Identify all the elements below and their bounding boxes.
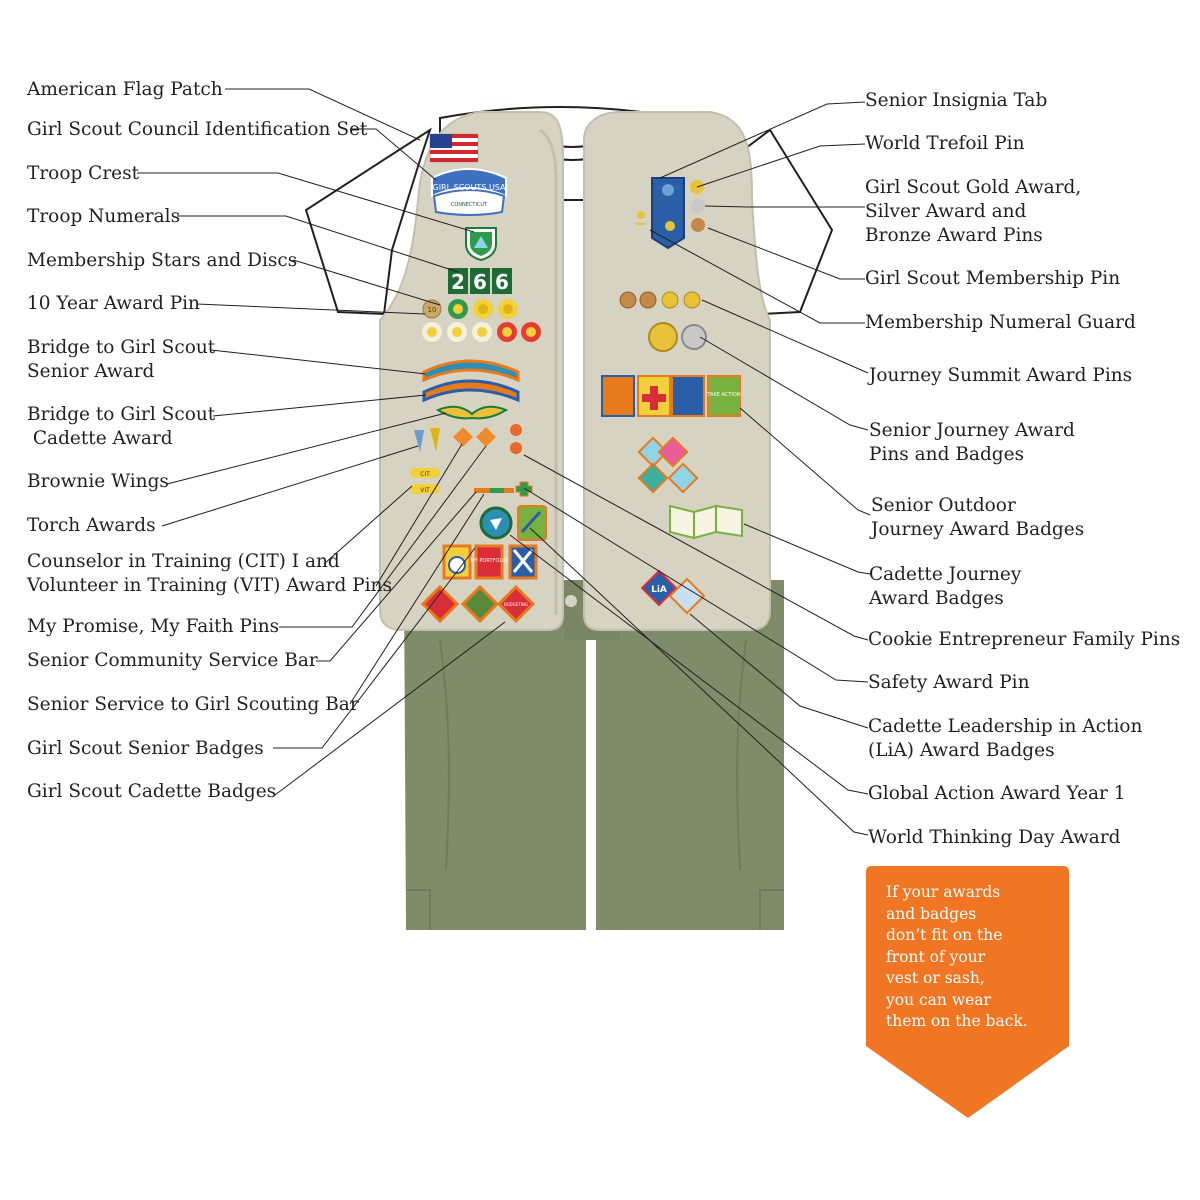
troop-digit-3: 6 (495, 270, 509, 294)
label-senior-service-bar: Senior Service to Girl Scouting Bar (27, 694, 359, 715)
troop-digit-2: 6 (473, 270, 487, 294)
label-council-identification-set: Girl Scout Council Identification Set (27, 119, 368, 140)
label-membership-pin: Girl Scout Membership Pin (865, 268, 1121, 289)
pants (404, 580, 784, 930)
label-brownie-wings: Brownie Wings (27, 471, 169, 492)
label-cookie-pins: Cookie Entrepreneur Family Pins (868, 629, 1181, 650)
council-banner-text: GIRL SCOUTS USA (432, 183, 506, 192)
label-cit-vit-pins: Counselor in Training (CIT) I and Volunteer in Training (VIT) Award Pins (27, 551, 392, 596)
label-senior-badges: Girl Scout Senior Badges (27, 738, 264, 759)
vit-pin-text: VIT (420, 487, 430, 494)
label-insignia-tab: Senior Insignia Tab (865, 90, 1048, 111)
label-gold-silver-bronze: Girl Scout Gold Award, Silver Award and Bronze Award Pins (865, 177, 1082, 246)
american-flag-patch (430, 134, 478, 162)
label-global-action: Global Action Award Year 1 (868, 783, 1126, 804)
label-journey-summit-pins: Journey Summit Award Pins (869, 365, 1133, 386)
cadette-journey-badges (670, 506, 742, 538)
label-safety-pin: Safety Award Pin (868, 672, 1030, 693)
label-cadette-badges: Girl Scout Cadette Badges (27, 781, 277, 802)
label-bridge-senior: Bridge to Girl Scout Senior Award (27, 337, 216, 382)
label-senior-outdoor: Senior Outdoor Journey Award Badges (871, 495, 1085, 540)
label-membership-stars: Membership Stars and Discs (27, 250, 298, 271)
troop-digit-1: 2 (451, 270, 465, 294)
label-torch-awards: Torch Awards (27, 515, 156, 536)
label-bridge-cadette: Bridge to Girl Scout Cadette Award (27, 404, 216, 449)
cadette-badges (423, 587, 533, 621)
troop-crest (466, 228, 496, 260)
label-my-promise-pins: My Promise, My Faith Pins (27, 616, 280, 637)
label-world-thinking-day: World Thinking Day Award (868, 827, 1121, 848)
budgeting-text: BUDGETING (503, 602, 529, 607)
take-action-text: TAKE ACTION (707, 392, 741, 398)
label-lia-badges: Cadette Leadership in Action (LiA) Award Badges (868, 716, 1143, 761)
senior-insignia-tab (652, 178, 684, 248)
council-identification-set (432, 169, 506, 215)
label-cadette-journey: Cadette Journey Award Badges (869, 564, 1022, 609)
label-numeral-guard: Membership Numeral Guard (865, 312, 1136, 333)
my-portfolio-text: MY PORTFOLIO (470, 558, 508, 564)
callout-text: If your awards and badges don’t fit on the front of your vest or sash, you can wear them on the back. (886, 883, 1028, 1030)
label-troop-crest: Troop Crest (27, 163, 140, 184)
label-senior-journey: Senior Journey Award Pins and Badges (869, 420, 1075, 465)
label-senior-community-bar: Senior Community Service Bar (27, 650, 318, 671)
lia-text: LiA (651, 585, 667, 595)
council-state-text: CONNECTICUT (450, 202, 488, 208)
senior-journey-badges (602, 376, 741, 416)
cit-pin-text: CIT (420, 471, 430, 478)
gold-silver-bronze-pins (690, 180, 705, 232)
label-ten-year-pin: 10 Year Award Pin (27, 293, 200, 314)
ten-year-pin-text: 10 (427, 306, 437, 314)
global-action-award (481, 508, 511, 538)
world-thinking-day-award (518, 506, 546, 540)
label-american-flag-patch: American Flag Patch (27, 79, 223, 100)
label-troop-numerals: Troop Numerals (27, 206, 181, 227)
label-world-trefoil-pin: World Trefoil Pin (865, 133, 1025, 154)
senior-badges (444, 546, 536, 578)
